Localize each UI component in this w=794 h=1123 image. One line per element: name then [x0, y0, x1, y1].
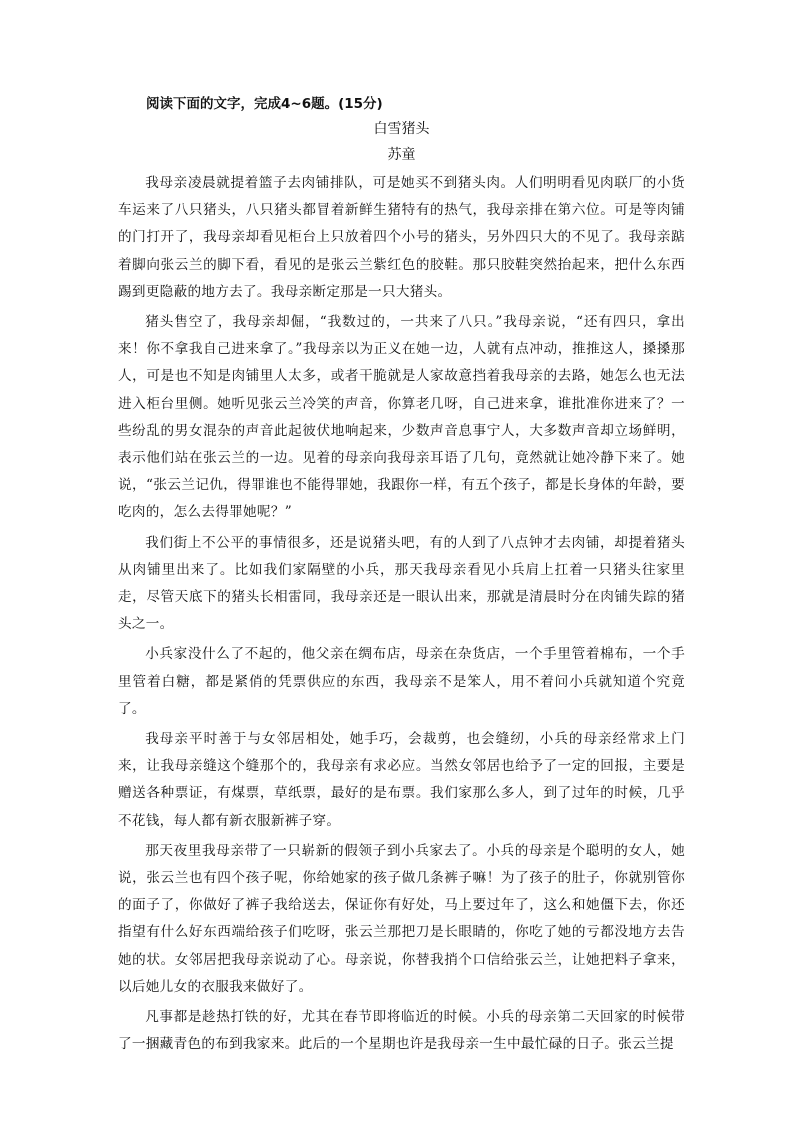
paragraph-2: 猪头售空了，我母亲却倔，“我数过的，一共来了八只。”我母亲说，“还有四只，拿出来！你不拿我自己进来拿了。”我母亲以为正义在她一边，人就有点冲动，推推这人，搡搡那人，可是也不知是肉铺里人太多，或者干脆就是人家故意挡着我母亲的去路，她怎么也无法进入柜台里侧。她听见张云兰冷笑的声音，你算老几呀，自己进来拿，谁批准你进来了？一些纷乱的男女混杂的声音此起彼伏地响起来，少数声音息事宁人，大多数声音却立场鲜明，表示他们站在张云兰的一边。见着的母亲向我母亲耳语了几句，竟然就让她冷静下来了。她说，“张云兰记仇，得罪谁也不能得罪她，我跟你一样，有五个孩子，都是长身体的年龄，要吃肉的，怎么去得罪她呢？”	[118, 314, 685, 521]
question-instruction: 阅读下面的文字，完成4~6题。(15分)	[146, 96, 383, 112]
article-title: 白雪猪头	[373, 121, 430, 137]
paragraph-6: 那天夜里我母亲带了一只崭新的假领子到小兵家去了。小兵的母亲是个聪明的女人，她说，张云兰也有四个孩子呢，你给她家的孩子做几条裤子嘛！为了孩子的肚子，你就别管你的面子了，你做好了裤子我给送去，保证你有好处，马上要过年了，这么和她僵下去，你还指望有什么好东西端给孩子们吃呀，张云兰那把刀是长眼睛的，你吃了她的亏都没地方去告她的状。女邻居把我母亲说动了心。母亲说，你替我捎个口信给张云兰，让她把料子拿来，以后她儿女的衣服我来做好了。	[118, 842, 685, 995]
paragraph-5: 我母亲平时善于与女邻居相处，她手巧，会裁剪，也会缝纫，小兵的母亲经常求上门来，让我母亲缝这个缝那个的，我母亲有求必应。当然女邻居也给予了一定的回报，主要是赠送各种票证，有煤票，草纸票，最好的是布票。我们家那么多人，到了过年的时候，几乎不花钱，每人都有新衣服新裤子穿。	[118, 731, 685, 829]
paragraph-1: 我母亲凌晨就提着篮子去肉铺排队，可是她买不到猪头肉。人们明明看见肉联厂的小货车运来了八只猪头，八只猪头都冒着新鲜生猪特有的热气，我母亲排在第六位。可是等肉铺的门打开了，我母亲却看见柜台上只放着四个小号的猪头，另外四只大的不见了。我母亲踮着脚向张云兰的脚下看，看见的是张云兰紫红色的胶鞋。那只胶鞋突然抬起来，把什么东西踢到更隐蔽的地方去了。我母亲断定那是一只大猪头。	[118, 175, 685, 300]
document-page	[118, 92, 685, 1062]
article-author: 苏童	[387, 147, 416, 163]
paragraph-4: 小兵家没什么了不起的，他父亲在绸布店，母亲在杂货店，一个手里管着棉布，一个手里管着白糖，都是紧俏的凭票供应的东西，我母亲不是笨人，用不着问小兵就知道个究竟了。	[118, 646, 685, 717]
paragraph-7: 凡事都是趁热打铁的好，尤其在春节即将临近的时候。小兵的母亲第二天回家的时候带了一捆藏青色的布到我家来。此后的一个星期也许是我母亲一生中最忙碌的日子。张云兰提	[118, 1009, 685, 1053]
paragraph-3: 我们街上不公平的事情很多，还是说猪头吧，有的人到了八点钟才去肉铺，却提着猪头从肉铺里出来了。比如我们家隔壁的小兵，那天我母亲看见小兵肩上扛着一只猪头往家里走，尽管天底下的猪头长相雷同，我母亲还是一眼认出来，那就是清晨时分在肉铺失踪的猪头之一。	[118, 534, 685, 633]
